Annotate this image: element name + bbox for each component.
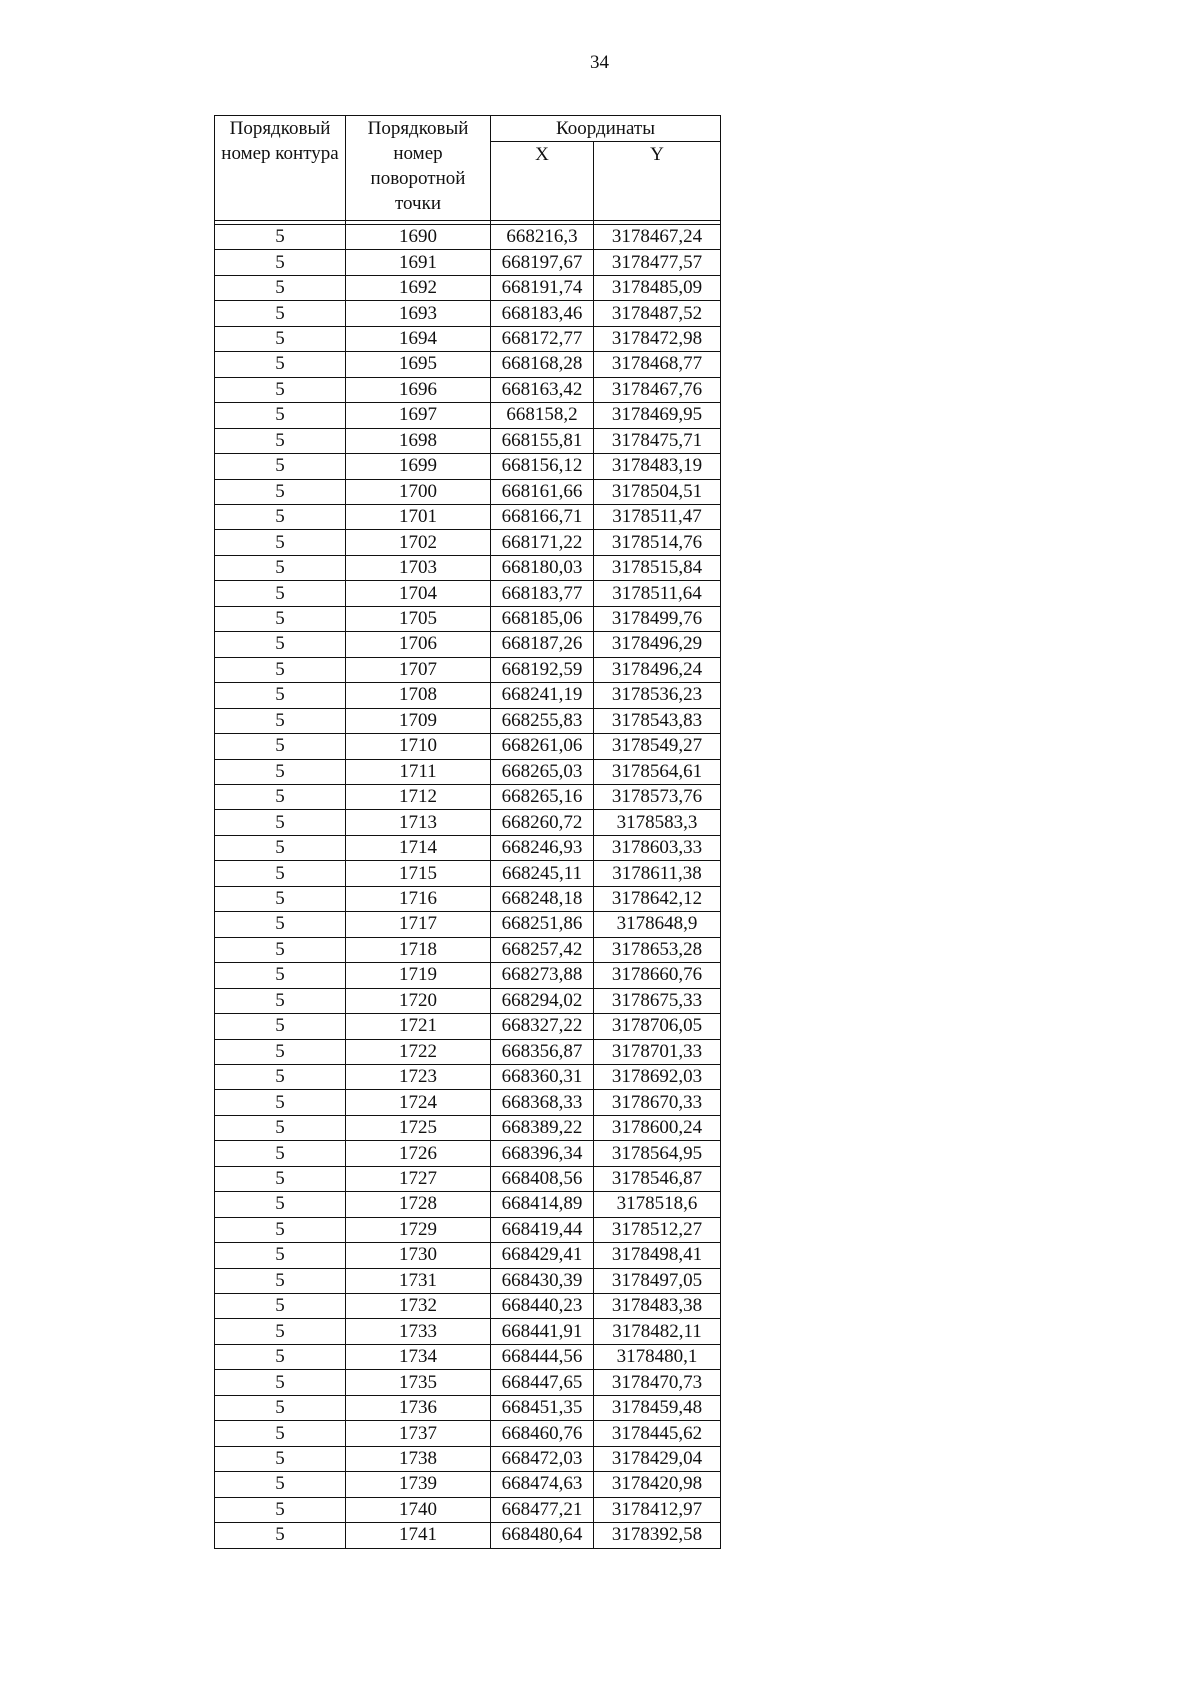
header-x: X [491, 142, 594, 221]
contour-number-cell: 5 [215, 1294, 346, 1319]
contour-number-cell: 5 [215, 708, 346, 733]
x-coordinate-cell: 668260,72 [491, 810, 594, 835]
y-coordinate-cell: 3178511,64 [594, 581, 721, 606]
y-coordinate-cell: 3178412,97 [594, 1497, 721, 1522]
x-coordinate-cell: 668444,56 [491, 1344, 594, 1369]
y-coordinate-cell: 3178470,73 [594, 1370, 721, 1395]
y-coordinate-cell: 3178498,41 [594, 1243, 721, 1268]
contour-number-cell: 5 [215, 326, 346, 351]
table-row [215, 1039, 721, 1064]
point-number-cell: 1709 [346, 708, 491, 733]
contour-number-cell: 5 [215, 504, 346, 529]
x-coordinate-cell: 668294,02 [491, 988, 594, 1013]
x-coordinate-cell: 668273,88 [491, 963, 594, 988]
table-body [215, 225, 721, 1549]
table-row [215, 861, 721, 886]
contour-number-cell: 5 [215, 1268, 346, 1293]
contour-number-cell: 5 [215, 835, 346, 860]
x-coordinate-cell: 668451,35 [491, 1395, 594, 1420]
y-coordinate-cell: 3178483,38 [594, 1294, 721, 1319]
y-coordinate-cell: 3178660,76 [594, 963, 721, 988]
table-row [215, 784, 721, 809]
contour-number-cell: 5 [215, 301, 346, 326]
header-point-line-2: номер [393, 143, 443, 164]
x-coordinate-cell: 668191,74 [491, 275, 594, 300]
table-row [215, 1395, 721, 1420]
coordinates-table [214, 115, 721, 1549]
contour-number-cell: 5 [215, 1319, 346, 1344]
y-coordinate-cell: 3178445,62 [594, 1421, 721, 1446]
header-contour-number: Порядковый номер контура [215, 116, 346, 221]
x-coordinate-cell: 668440,23 [491, 1294, 594, 1319]
table-row [215, 1014, 721, 1039]
point-number-cell: 1740 [346, 1497, 491, 1522]
x-coordinate-cell: 668360,31 [491, 1064, 594, 1089]
table-row [215, 581, 721, 606]
y-coordinate-cell: 3178573,76 [594, 784, 721, 809]
contour-number-cell: 5 [215, 657, 346, 682]
point-number-cell: 1700 [346, 479, 491, 504]
contour-number-cell: 5 [215, 1472, 346, 1497]
header-point-line-1: Порядковый [367, 118, 469, 139]
contour-number-cell: 5 [215, 759, 346, 784]
y-coordinate-cell: 3178496,24 [594, 657, 721, 682]
table-row [215, 1421, 721, 1446]
point-number-cell: 1715 [346, 861, 491, 886]
point-number-cell: 1733 [346, 1319, 491, 1344]
point-number-cell: 1732 [346, 1294, 491, 1319]
y-coordinate-cell: 3178499,76 [594, 606, 721, 631]
contour-number-cell: 5 [215, 1497, 346, 1522]
table-row [215, 734, 721, 759]
contour-number-cell: 5 [215, 1344, 346, 1369]
point-number-cell: 1736 [346, 1395, 491, 1420]
point-number-cell: 1729 [346, 1217, 491, 1242]
x-coordinate-cell: 668183,77 [491, 581, 594, 606]
x-coordinate-cell: 668168,28 [491, 352, 594, 377]
contour-number-cell: 5 [215, 428, 346, 453]
y-coordinate-cell: 3178653,28 [594, 937, 721, 962]
contour-number-cell: 5 [215, 734, 346, 759]
table-row [215, 275, 721, 300]
table-row [215, 1446, 721, 1471]
x-coordinate-cell: 668430,39 [491, 1268, 594, 1293]
contour-number-cell: 5 [215, 1370, 346, 1395]
header-point-line-4: точки [394, 193, 441, 214]
contour-number-cell: 5 [215, 784, 346, 809]
point-number-cell: 1705 [346, 606, 491, 631]
point-number-cell: 1724 [346, 1090, 491, 1115]
table-row [215, 1115, 721, 1140]
contour-number-cell: 5 [215, 250, 346, 275]
point-number-cell: 1727 [346, 1166, 491, 1191]
y-coordinate-cell: 3178487,52 [594, 301, 721, 326]
point-number-cell: 1696 [346, 377, 491, 402]
y-coordinate-cell: 3178692,03 [594, 1064, 721, 1089]
contour-number-cell: 5 [215, 1064, 346, 1089]
y-coordinate-cell: 3178482,11 [594, 1319, 721, 1344]
point-number-cell: 1738 [346, 1446, 491, 1471]
point-number-cell: 1741 [346, 1523, 491, 1548]
table-row [215, 632, 721, 657]
y-coordinate-cell: 3178392,58 [594, 1523, 721, 1548]
contour-number-cell: 5 [215, 403, 346, 428]
y-coordinate-cell: 3178515,84 [594, 555, 721, 580]
point-number-cell: 1702 [346, 530, 491, 555]
contour-number-cell: 5 [215, 555, 346, 580]
y-coordinate-cell: 3178429,04 [594, 1446, 721, 1471]
x-coordinate-cell: 668248,18 [491, 886, 594, 911]
y-coordinate-cell: 3178536,23 [594, 683, 721, 708]
contour-number-cell: 5 [215, 810, 346, 835]
point-number-cell: 1699 [346, 454, 491, 479]
y-coordinate-cell: 3178600,24 [594, 1115, 721, 1140]
y-coordinate-cell: 3178467,76 [594, 377, 721, 402]
x-coordinate-cell: 668419,44 [491, 1217, 594, 1242]
point-number-cell: 1721 [346, 1014, 491, 1039]
point-number-cell: 1714 [346, 835, 491, 860]
contour-number-cell: 5 [215, 454, 346, 479]
table-row [215, 1090, 721, 1115]
contour-number-cell: 5 [215, 1141, 346, 1166]
table-row [215, 225, 721, 250]
point-number-cell: 1731 [346, 1268, 491, 1293]
x-coordinate-cell: 668216,3 [491, 225, 594, 250]
page-number: 34 [590, 52, 609, 73]
point-number-cell: 1706 [346, 632, 491, 657]
contour-number-cell: 5 [215, 1115, 346, 1140]
table-row [215, 1370, 721, 1395]
table-row [215, 1064, 721, 1089]
y-coordinate-cell: 3178706,05 [594, 1014, 721, 1039]
header-point-line-3: поворотной [370, 168, 466, 189]
table-row [215, 1192, 721, 1217]
y-coordinate-cell: 3178648,9 [594, 912, 721, 937]
contour-number-cell: 5 [215, 1243, 346, 1268]
contour-number-cell: 5 [215, 937, 346, 962]
x-coordinate-cell: 668192,59 [491, 657, 594, 682]
contour-number-cell: 5 [215, 1446, 346, 1471]
x-coordinate-cell: 668171,22 [491, 530, 594, 555]
table-row [215, 657, 721, 682]
y-coordinate-cell: 3178475,71 [594, 428, 721, 453]
contour-number-cell: 5 [215, 606, 346, 631]
table-row [215, 1243, 721, 1268]
table-row [215, 759, 721, 784]
y-coordinate-cell: 3178497,05 [594, 1268, 721, 1293]
point-number-cell: 1720 [346, 988, 491, 1013]
table-row [215, 683, 721, 708]
table-row [215, 403, 721, 428]
y-coordinate-cell: 3178459,48 [594, 1395, 721, 1420]
x-coordinate-cell: 668185,06 [491, 606, 594, 631]
contour-number-cell: 5 [215, 988, 346, 1013]
table-row [215, 377, 721, 402]
y-coordinate-cell: 3178467,24 [594, 225, 721, 250]
point-number-cell: 1708 [346, 683, 491, 708]
header-y: Y [594, 142, 721, 221]
point-number-cell: 1716 [346, 886, 491, 911]
table-header [215, 116, 721, 225]
y-coordinate-cell: 3178512,27 [594, 1217, 721, 1242]
x-coordinate-cell: 668255,83 [491, 708, 594, 733]
point-number-cell: 1723 [346, 1064, 491, 1089]
table-row [215, 1497, 721, 1522]
y-coordinate-cell: 3178546,87 [594, 1166, 721, 1191]
point-number-cell: 1707 [346, 657, 491, 682]
x-coordinate-cell: 668327,22 [491, 1014, 594, 1039]
y-coordinate-cell: 3178564,61 [594, 759, 721, 784]
x-coordinate-cell: 668241,19 [491, 683, 594, 708]
table-row [215, 530, 721, 555]
point-number-cell: 1692 [346, 275, 491, 300]
contour-number-cell: 5 [215, 912, 346, 937]
y-coordinate-cell: 3178583,3 [594, 810, 721, 835]
y-coordinate-cell: 3178485,09 [594, 275, 721, 300]
x-coordinate-cell: 668265,16 [491, 784, 594, 809]
contour-number-cell: 5 [215, 1090, 346, 1115]
y-coordinate-cell: 3178483,19 [594, 454, 721, 479]
table-row [215, 1217, 721, 1242]
point-number-cell: 1739 [346, 1472, 491, 1497]
table-row [215, 1166, 721, 1191]
point-number-cell: 1694 [346, 326, 491, 351]
table-row [215, 708, 721, 733]
table-row [215, 810, 721, 835]
x-coordinate-cell: 668460,76 [491, 1421, 594, 1446]
table-row [215, 250, 721, 275]
x-coordinate-cell: 668183,46 [491, 301, 594, 326]
contour-number-cell: 5 [215, 1523, 346, 1548]
x-coordinate-cell: 668172,77 [491, 326, 594, 351]
x-coordinate-cell: 668429,41 [491, 1243, 594, 1268]
point-number-cell: 1719 [346, 963, 491, 988]
y-coordinate-cell: 3178642,12 [594, 886, 721, 911]
y-coordinate-cell: 3178670,33 [594, 1090, 721, 1115]
point-number-cell: 1717 [346, 912, 491, 937]
y-coordinate-cell: 3178701,33 [594, 1039, 721, 1064]
y-coordinate-cell: 3178468,77 [594, 352, 721, 377]
table-row [215, 555, 721, 580]
contour-number-cell: 5 [215, 1217, 346, 1242]
table-row [215, 606, 721, 631]
x-coordinate-cell: 668396,34 [491, 1141, 594, 1166]
x-coordinate-cell: 668414,89 [491, 1192, 594, 1217]
contour-number-cell: 5 [215, 1192, 346, 1217]
table-row [215, 1268, 721, 1293]
header-point-number [346, 116, 491, 221]
contour-number-cell: 5 [215, 1039, 346, 1064]
point-number-cell: 1690 [346, 225, 491, 250]
table-row [215, 504, 721, 529]
contour-number-cell: 5 [215, 377, 346, 402]
contour-number-cell: 5 [215, 225, 346, 250]
point-number-cell: 1725 [346, 1115, 491, 1140]
x-coordinate-cell: 668477,21 [491, 1497, 594, 1522]
y-coordinate-cell: 3178514,76 [594, 530, 721, 555]
table-row [215, 988, 721, 1013]
x-coordinate-cell: 668155,81 [491, 428, 594, 453]
table-row [215, 963, 721, 988]
x-coordinate-cell: 668472,03 [491, 1446, 594, 1471]
x-coordinate-cell: 668246,93 [491, 835, 594, 860]
x-coordinate-cell: 668389,22 [491, 1115, 594, 1140]
contour-number-cell: 5 [215, 530, 346, 555]
point-number-cell: 1712 [346, 784, 491, 809]
point-number-cell: 1711 [346, 759, 491, 784]
point-number-cell: 1726 [346, 1141, 491, 1166]
contour-number-cell: 5 [215, 352, 346, 377]
table-row [215, 1523, 721, 1548]
point-number-cell: 1693 [346, 301, 491, 326]
contour-number-cell: 5 [215, 1014, 346, 1039]
point-number-cell: 1703 [346, 555, 491, 580]
x-coordinate-cell: 668356,87 [491, 1039, 594, 1064]
table-row [215, 1344, 721, 1369]
x-coordinate-cell: 668163,42 [491, 377, 594, 402]
contour-number-cell: 5 [215, 683, 346, 708]
point-number-cell: 1735 [346, 1370, 491, 1395]
y-coordinate-cell: 3178504,51 [594, 479, 721, 504]
x-coordinate-cell: 668474,63 [491, 1472, 594, 1497]
y-coordinate-cell: 3178549,27 [594, 734, 721, 759]
x-coordinate-cell: 668368,33 [491, 1090, 594, 1115]
contour-number-cell: 5 [215, 1166, 346, 1191]
y-coordinate-cell: 3178543,83 [594, 708, 721, 733]
contour-number-cell: 5 [215, 963, 346, 988]
contour-number-cell: 5 [215, 1421, 346, 1446]
x-coordinate-cell: 668480,64 [491, 1523, 594, 1548]
y-coordinate-cell: 3178518,6 [594, 1192, 721, 1217]
table-row [215, 937, 721, 962]
x-coordinate-cell: 668197,67 [491, 250, 594, 275]
y-coordinate-cell: 3178477,57 [594, 250, 721, 275]
point-number-cell: 1698 [346, 428, 491, 453]
point-number-cell: 1710 [346, 734, 491, 759]
y-coordinate-cell: 3178511,47 [594, 504, 721, 529]
point-number-cell: 1695 [346, 352, 491, 377]
x-coordinate-cell: 668187,26 [491, 632, 594, 657]
y-coordinate-cell: 3178469,95 [594, 403, 721, 428]
x-coordinate-cell: 668245,11 [491, 861, 594, 886]
y-coordinate-cell: 3178472,98 [594, 326, 721, 351]
table-row [215, 886, 721, 911]
contour-number-cell: 5 [215, 886, 346, 911]
x-coordinate-cell: 668156,12 [491, 454, 594, 479]
header-coordinates: Координаты [491, 116, 721, 142]
contour-number-cell: 5 [215, 1395, 346, 1420]
point-number-cell: 1697 [346, 403, 491, 428]
contour-number-cell: 5 [215, 275, 346, 300]
point-number-cell: 1718 [346, 937, 491, 962]
table-row [215, 352, 721, 377]
point-number-cell: 1734 [346, 1344, 491, 1369]
point-number-cell: 1728 [346, 1192, 491, 1217]
contour-number-cell: 5 [215, 632, 346, 657]
x-coordinate-cell: 668161,66 [491, 479, 594, 504]
x-coordinate-cell: 668408,56 [491, 1166, 594, 1191]
table-row [215, 479, 721, 504]
y-coordinate-cell: 3178480,1 [594, 1344, 721, 1369]
contour-number-cell: 5 [215, 581, 346, 606]
x-coordinate-cell: 668180,03 [491, 555, 594, 580]
point-number-cell: 1701 [346, 504, 491, 529]
point-number-cell: 1730 [346, 1243, 491, 1268]
x-coordinate-cell: 668265,03 [491, 759, 594, 784]
point-number-cell: 1691 [346, 250, 491, 275]
y-coordinate-cell: 3178611,38 [594, 861, 721, 886]
table-row [215, 1141, 721, 1166]
x-coordinate-cell: 668447,65 [491, 1370, 594, 1395]
point-number-cell: 1737 [346, 1421, 491, 1446]
point-number-cell: 1704 [346, 581, 491, 606]
table-row [215, 835, 721, 860]
y-coordinate-cell: 3178496,29 [594, 632, 721, 657]
x-coordinate-cell: 668166,71 [491, 504, 594, 529]
table-row [215, 1294, 721, 1319]
point-number-cell: 1722 [346, 1039, 491, 1064]
point-number-cell: 1713 [346, 810, 491, 835]
table-row [215, 301, 721, 326]
x-coordinate-cell: 668441,91 [491, 1319, 594, 1344]
contour-number-cell: 5 [215, 861, 346, 886]
y-coordinate-cell: 3178675,33 [594, 988, 721, 1013]
y-coordinate-cell: 3178420,98 [594, 1472, 721, 1497]
y-coordinate-cell: 3178603,33 [594, 835, 721, 860]
table-row [215, 454, 721, 479]
x-coordinate-cell: 668257,42 [491, 937, 594, 962]
x-coordinate-cell: 668261,06 [491, 734, 594, 759]
x-coordinate-cell: 668158,2 [491, 403, 594, 428]
table-row [215, 428, 721, 453]
table-row [215, 326, 721, 351]
x-coordinate-cell: 668251,86 [491, 912, 594, 937]
table-row [215, 1472, 721, 1497]
y-coordinate-cell: 3178564,95 [594, 1141, 721, 1166]
table-row [215, 1319, 721, 1344]
table-row [215, 912, 721, 937]
contour-number-cell: 5 [215, 479, 346, 504]
